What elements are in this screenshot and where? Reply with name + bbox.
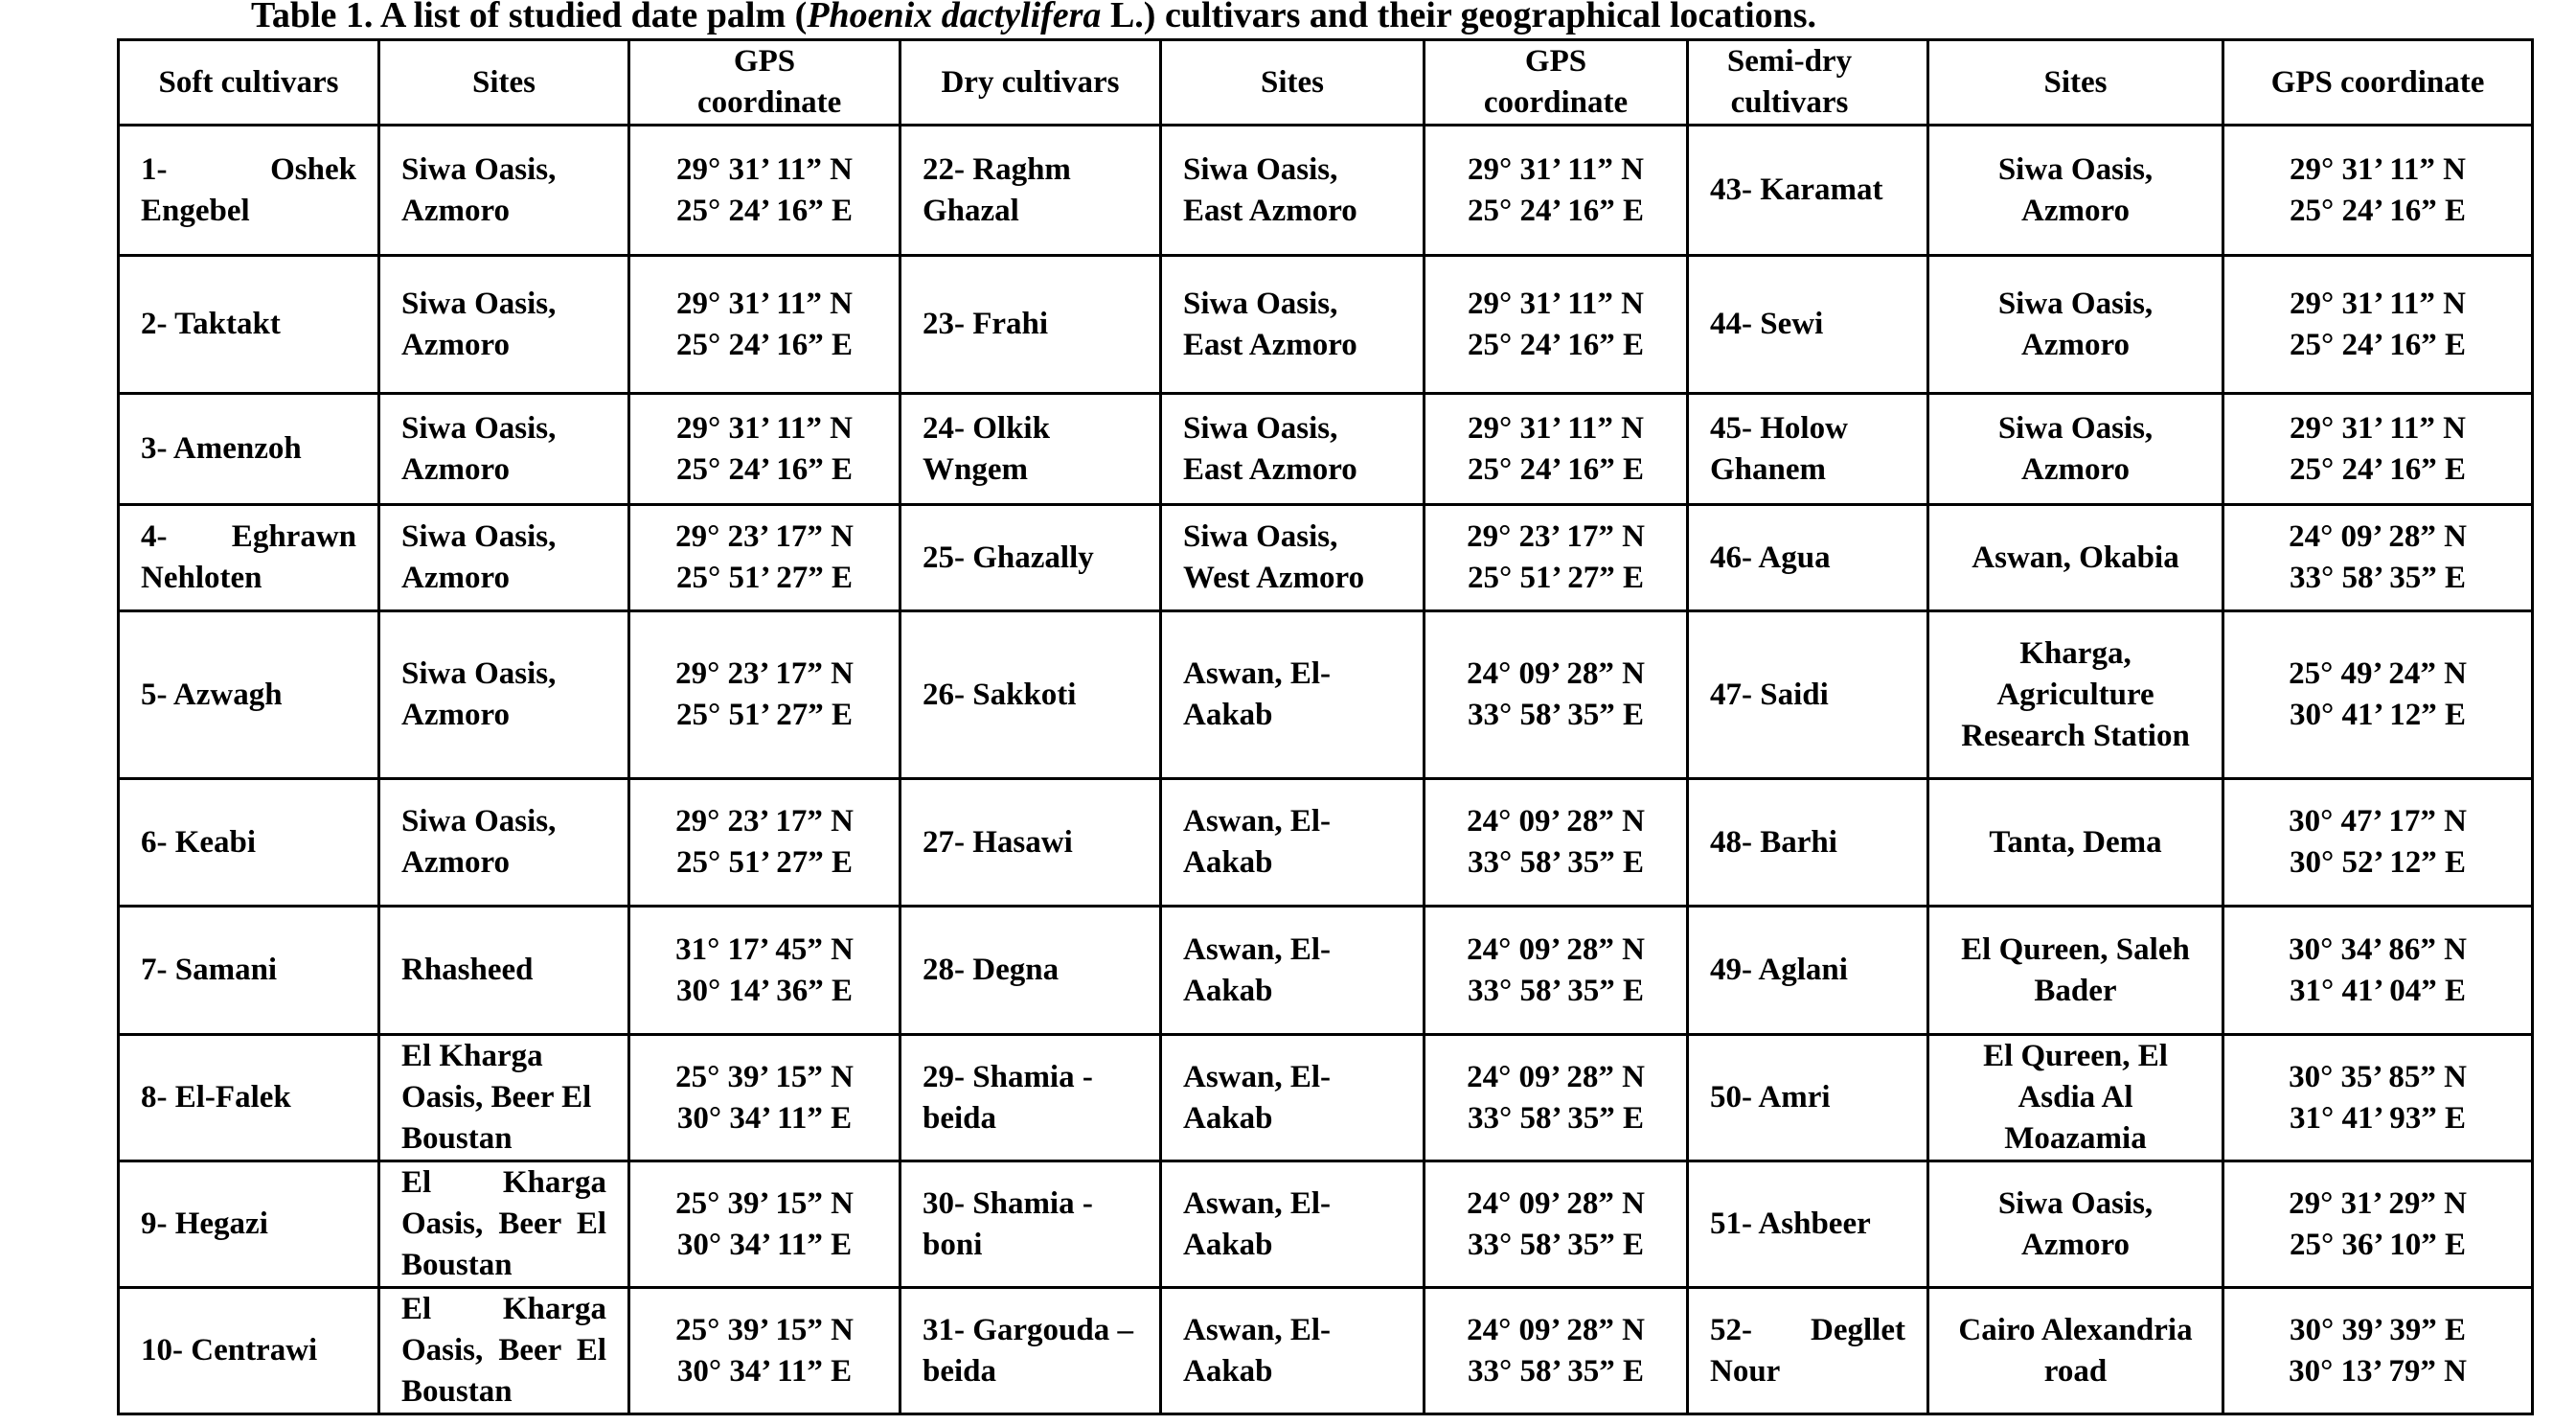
gps-latitude: 24° 09’ 28” N (1467, 1312, 1645, 1347)
gps-longitude: 25° 51’ 27” E (676, 845, 853, 880)
semi-site: Siwa Oasis, Azmoro (1928, 1161, 2223, 1288)
gps-latitude: 25° 49’ 24” N (2289, 656, 2467, 691)
gps-longitude: 25° 24’ 16” E (676, 193, 853, 228)
dry-site: Aswan, El-Aakab (1161, 907, 1425, 1035)
gps-latitude: 29° 31’ 11” N (676, 151, 853, 187)
table-row (119, 1161, 2533, 1288)
cultivar-dry-name: 22- Raghm Ghazal (900, 126, 1161, 256)
dry-gps-coordinate (1425, 907, 1688, 1035)
gps-latitude: 29° 31’ 11” N (676, 286, 853, 321)
soft-gps-coordinate (629, 1288, 900, 1414)
cultivar-dry-name: 25- Ghazally (900, 505, 1161, 611)
gps-longitude: 30° 14’ 36” E (676, 973, 853, 1008)
gps-latitude: 30° 39’ 39” E (2290, 1312, 2466, 1347)
gps-latitude: 29° 31’ 11” N (2290, 286, 2466, 321)
gps-latitude: 24° 09’ 28” N (1467, 931, 1645, 967)
semi-site: Aswan, Okabia (1928, 505, 2223, 611)
gps-latitude: 24° 09’ 28” N (1467, 656, 1645, 691)
gps-latitude: 24° 09’ 28” N (1467, 804, 1645, 839)
dry-site: Aswan, El-Aakab (1161, 1035, 1425, 1161)
header-soft-cultivars: Soft cultivars (119, 40, 379, 126)
soft-gps-coordinate (629, 1035, 900, 1161)
soft-gps-coordinate (629, 256, 900, 394)
gps-longitude: 25° 24’ 16” E (1468, 193, 1644, 228)
caption-suffix: L.) cultivars and their geographical locations. (1101, 0, 1817, 35)
soft-gps-coordinate (629, 505, 900, 611)
cultivar-soft-name: 6- Keabi (119, 779, 379, 907)
dry-site: Siwa Oasis, East Azmoro (1161, 394, 1425, 505)
cultivar-semi-name: 49- Aglani (1688, 907, 1928, 1035)
dry-site: Siwa Oasis, East Azmoro (1161, 256, 1425, 394)
cultivar-soft-name: 1- Oshek Engebel (119, 126, 379, 256)
cultivar-semi-name: 50- Amri (1688, 1035, 1928, 1161)
dry-site: Siwa Oasis, West Azmoro (1161, 505, 1425, 611)
dry-gps-coordinate (1425, 1035, 1688, 1161)
cultivar-semi-name: 52- Degllet Nour (1688, 1288, 1928, 1414)
gps-latitude: 29° 23’ 17” N (675, 804, 854, 839)
header-sites-dry: Sites (1161, 40, 1425, 126)
gps-latitude: 24° 09’ 28” N (2289, 519, 2467, 554)
cultivar-semi-name: 47- Saidi (1688, 611, 1928, 779)
soft-site: El Kharga Oasis, Beer El Boustan (379, 1288, 629, 1414)
soft-gps-coordinate (629, 394, 900, 505)
gps-longitude: 33° 58’ 35” E (2290, 561, 2466, 595)
header-gps-soft: GPS coordinate (629, 40, 900, 126)
semi-gps-coordinate (2223, 779, 2533, 907)
gps-longitude: 25° 24’ 16” E (2290, 327, 2466, 362)
semi-site: Cairo Alexandria road (1928, 1288, 2223, 1414)
gps-latitude: 29° 31’ 11” N (1468, 151, 1644, 187)
semi-site: Kharga, Agriculture Research Station (1928, 611, 2223, 779)
gps-longitude: 33° 58’ 35” E (1468, 698, 1644, 732)
gps-latitude: 24° 09’ 28” N (1467, 1059, 1645, 1094)
semi-site: El Qureen, El Asdia Al Moazamia (1928, 1035, 2223, 1161)
table-row (119, 126, 2533, 256)
gps-latitude: 25° 39’ 15” N (675, 1059, 854, 1094)
semi-gps-coordinate (2223, 1035, 2533, 1161)
gps-latitude: 30° 35’ 85” N (2289, 1059, 2467, 1094)
cultivar-dry-name: 29- Shamia - beida (900, 1035, 1161, 1161)
cultivar-dry-name: 30- Shamia - boni (900, 1161, 1161, 1288)
soft-site: Siwa Oasis, Azmoro (379, 611, 629, 779)
cultivar-semi-name: 48- Barhi (1688, 779, 1928, 907)
gps-latitude: 29° 31’ 11” N (676, 410, 853, 446)
gps-longitude: 25° 51’ 27” E (676, 561, 853, 595)
header-sites-semi: Sites (1928, 40, 2223, 126)
gps-latitude: 29° 31’ 11” N (1468, 410, 1644, 446)
cultivar-dry-name: 31- Gargouda – beida (900, 1288, 1161, 1414)
gps-latitude: 29° 31’ 11” N (2290, 151, 2466, 187)
soft-gps-coordinate (629, 1161, 900, 1288)
caption-prefix: Table 1. A list of studied date palm ( (251, 0, 808, 35)
dry-gps-coordinate (1425, 126, 1688, 256)
cultivar-semi-name: 51- Ashbeer (1688, 1161, 1928, 1288)
gps-longitude: 33° 58’ 35” E (1468, 1100, 1644, 1136)
soft-gps-coordinate (629, 611, 900, 779)
gps-longitude: 31° 41’ 93” E (2290, 1100, 2466, 1136)
soft-site: Siwa Oasis, Azmoro (379, 394, 629, 505)
gps-latitude: 30° 34’ 86” N (2289, 931, 2467, 967)
gps-longitude: 25° 51’ 27” E (1468, 561, 1644, 595)
cultivar-dry-name: 24- Olkik Wngem (900, 394, 1161, 505)
semi-site: El Qureen, Saleh Bader (1928, 907, 2223, 1035)
gps-longitude: 25° 51’ 27” E (676, 698, 853, 732)
semi-gps-coordinate (2223, 394, 2533, 505)
soft-site: Siwa Oasis, Azmoro (379, 126, 629, 256)
gps-longitude: 25° 24’ 16” E (2290, 193, 2466, 228)
dry-gps-coordinate (1425, 505, 1688, 611)
soft-site: El Kharga Oasis, Beer El Boustan (379, 1035, 629, 1161)
dry-gps-coordinate (1425, 394, 1688, 505)
cultivar-semi-name: 45- Holow Ghanem (1688, 394, 1928, 505)
dry-site: Aswan, El-Aakab (1161, 1288, 1425, 1414)
soft-site: Siwa Oasis, Azmoro (379, 779, 629, 907)
table-row (119, 907, 2533, 1035)
cultivar-soft-name: 7- Samani (119, 907, 379, 1035)
cultivar-soft-name: 9- Hegazi (119, 1161, 379, 1288)
cultivar-dry-name: 26- Sakkoti (900, 611, 1161, 779)
gps-latitude: 29° 23’ 17” N (1467, 519, 1645, 554)
gps-longitude: 31° 41’ 04” E (2290, 973, 2466, 1008)
gps-longitude: 30° 41’ 12” E (2290, 698, 2466, 732)
cultivars-table (117, 38, 2534, 1415)
cultivar-soft-name: 3- Amenzoh (119, 394, 379, 505)
semi-site: Siwa Oasis, Azmoro (1928, 256, 2223, 394)
gps-latitude: 25° 39’ 15” N (675, 1312, 854, 1347)
table-row (119, 611, 2533, 779)
dry-gps-coordinate (1425, 1288, 1688, 1414)
table-caption (0, 0, 2576, 36)
gps-longitude: 30° 13’ 79” N (2289, 1353, 2467, 1389)
header-gps-dry: GPS coordinate (1425, 40, 1688, 126)
soft-gps-coordinate (629, 779, 900, 907)
cultivar-dry-name: 28- Degna (900, 907, 1161, 1035)
soft-gps-coordinate (629, 907, 900, 1035)
table-row (119, 1035, 2533, 1161)
cultivar-soft-name: 10- Centrawi (119, 1288, 379, 1414)
soft-gps-coordinate (629, 126, 900, 256)
dry-site: Siwa Oasis, East Azmoro (1161, 126, 1425, 256)
gps-longitude: 30° 34’ 11” E (676, 1227, 853, 1262)
cultivar-soft-name: 5- Azwagh (119, 611, 379, 779)
soft-site: Rhasheed (379, 907, 629, 1035)
table-row (119, 394, 2533, 505)
semi-gps-coordinate (2223, 611, 2533, 779)
soft-site: Siwa Oasis, Azmoro (379, 256, 629, 394)
semi-gps-coordinate (2223, 126, 2533, 256)
header-sites-soft: Sites (379, 40, 629, 126)
gps-latitude: 29° 31’ 11” N (2290, 410, 2466, 446)
dry-site: Aswan, El-Aakab (1161, 1161, 1425, 1288)
cultivar-semi-name: 43- Karamat (1688, 126, 1928, 256)
cultivar-dry-name: 23- Frahi (900, 256, 1161, 394)
semi-gps-coordinate (2223, 256, 2533, 394)
gps-latitude: 29° 23’ 17” N (675, 519, 854, 554)
table-row (119, 256, 2533, 394)
gps-longitude: 25° 24’ 16” E (676, 451, 853, 487)
gps-longitude: 25° 24’ 16” E (1468, 327, 1644, 362)
semi-gps-coordinate (2223, 505, 2533, 611)
gps-longitude: 33° 58’ 35” E (1468, 973, 1644, 1008)
semi-site: Tanta, Dema (1928, 779, 2223, 907)
gps-longitude: 30° 34’ 11” E (676, 1353, 853, 1389)
cultivar-dry-name: 27- Hasawi (900, 779, 1161, 907)
gps-longitude: 25° 36’ 10” E (2290, 1227, 2466, 1262)
gps-longitude: 33° 58’ 35” E (1468, 1353, 1644, 1389)
gps-latitude: 29° 31’ 11” N (1468, 286, 1644, 321)
cultivar-semi-name: 46- Agua (1688, 505, 1928, 611)
gps-longitude: 30° 34’ 11” E (676, 1100, 853, 1136)
gps-latitude: 25° 39’ 15” N (675, 1185, 854, 1221)
cultivar-soft-name: 8- El-Falek (119, 1035, 379, 1161)
gps-longitude: 25° 24’ 16” E (676, 327, 853, 362)
dry-gps-coordinate (1425, 256, 1688, 394)
header-row (119, 40, 2533, 126)
cultivar-soft-name: 4- Eghrawn Nehloten (119, 505, 379, 611)
semi-gps-coordinate (2223, 1288, 2533, 1414)
table-row (119, 779, 2533, 907)
soft-site: El Kharga Oasis, Beer El Boustan (379, 1161, 629, 1288)
gps-longitude: 25° 24’ 16” E (2290, 451, 2466, 487)
dry-site: Aswan, El-Aakab (1161, 611, 1425, 779)
caption-species: Phoenix dactylifera (807, 0, 1102, 35)
gps-longitude: 33° 58’ 35” E (1468, 845, 1644, 880)
header-dry-cultivars: Dry cultivars (900, 40, 1161, 126)
semi-site: Siwa Oasis, Azmoro (1928, 126, 2223, 256)
header-gps-semi: GPS coordinate (2223, 40, 2533, 126)
dry-site: Aswan, El-Aakab (1161, 779, 1425, 907)
cultivar-soft-name: 2- Taktakt (119, 256, 379, 394)
semi-site: Siwa Oasis, Azmoro (1928, 394, 2223, 505)
gps-longitude: 30° 52’ 12” E (2290, 845, 2466, 880)
table-row (119, 505, 2533, 611)
soft-site: Siwa Oasis, Azmoro (379, 505, 629, 611)
semi-gps-coordinate (2223, 907, 2533, 1035)
cultivar-semi-name: 44- Sewi (1688, 256, 1928, 394)
gps-latitude: 29° 31’ 29” N (2289, 1185, 2467, 1221)
gps-latitude: 31° 17’ 45” N (675, 931, 854, 967)
gps-longitude: 33° 58’ 35” E (1468, 1227, 1644, 1262)
table-row (119, 1288, 2533, 1414)
semi-gps-coordinate (2223, 1161, 2533, 1288)
dry-gps-coordinate (1425, 1161, 1688, 1288)
gps-latitude: 29° 23’ 17” N (675, 656, 854, 691)
gps-longitude: 25° 24’ 16” E (1468, 451, 1644, 487)
gps-latitude: 24° 09’ 28” N (1467, 1185, 1645, 1221)
dry-gps-coordinate (1425, 779, 1688, 907)
header-semi-dry-cultivars: Semi-dry cultivars (1688, 40, 1928, 126)
gps-latitude: 30° 47’ 17” N (2289, 804, 2467, 839)
dry-gps-coordinate (1425, 611, 1688, 779)
